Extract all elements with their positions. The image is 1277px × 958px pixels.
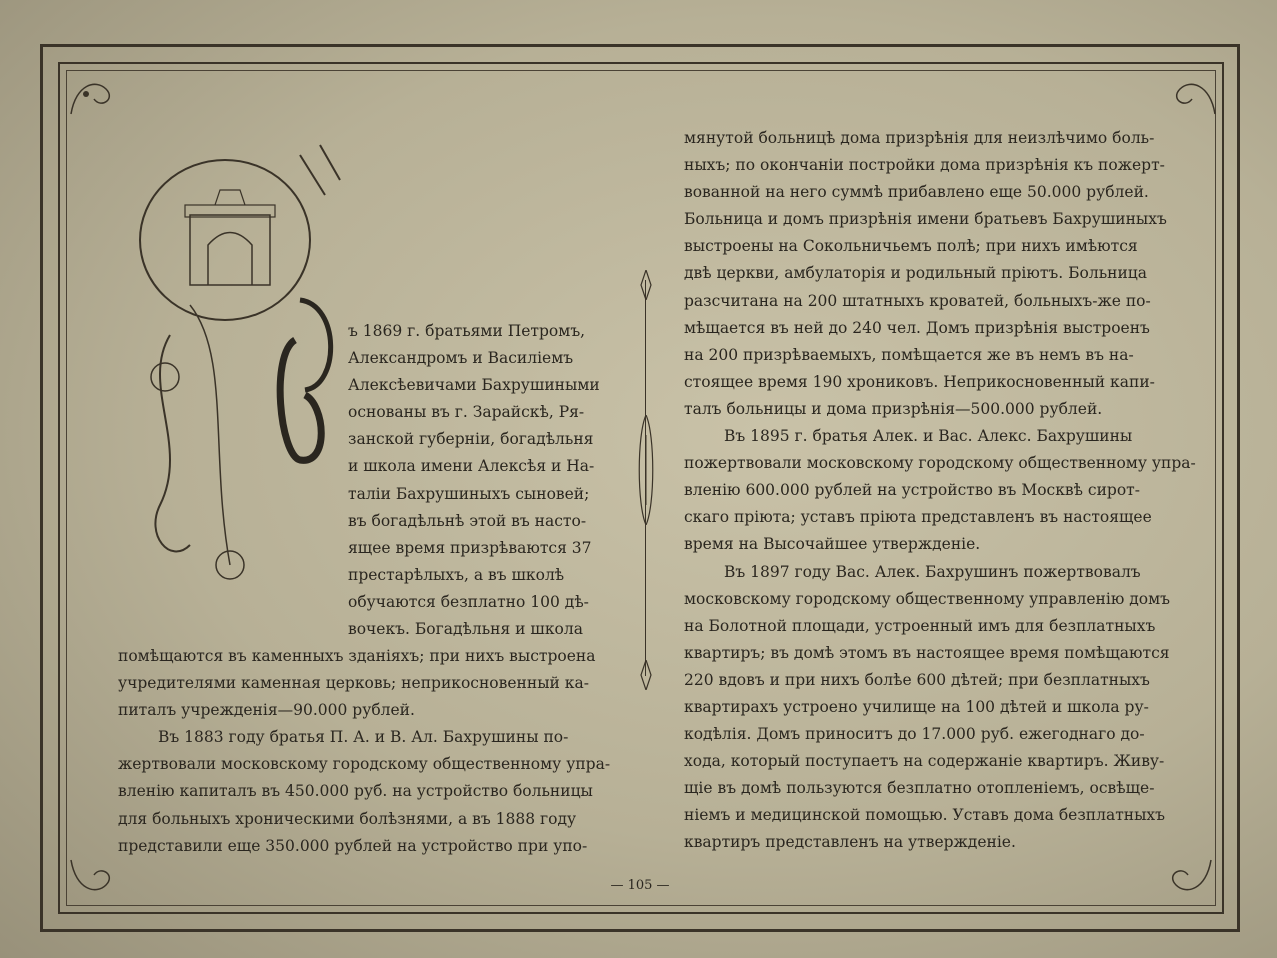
page-number: — 105 — <box>610 878 670 893</box>
text-line: мянутой больницѣ дома призрѣнія для неизлѣчимо боль- <box>684 129 1155 147</box>
divider-ornament-top <box>635 270 657 300</box>
text-line: двѣ церкви, амбулаторія и родильный пріютъ. Больница <box>684 264 1148 283</box>
text-line: питалъ учрежденія—90.000 рублей. <box>118 701 415 720</box>
text-line: для больныхъ хроническими болѣзнями, а въ 1888 году <box>118 809 577 828</box>
text-line: представили еще 350.000 рублей на устройство при упо- <box>118 836 588 855</box>
text-line: хода, который поступаетъ на содержаніе квартиръ. Живу- <box>684 752 1165 771</box>
text-line: стоящее время 190 хрониковъ. Неприкосновенный капи- <box>684 372 1155 391</box>
text-line: Въ 1897 году Вас. Алек. Бахрушинъ пожертвовалъ <box>724 562 1141 581</box>
text-line: ящее время призрѣваются 37 <box>348 538 592 557</box>
text-line: вленію 600.000 рублей на устройство въ Москвѣ сирот- <box>684 481 1140 500</box>
text-line: 220 вдовъ и при нихъ болѣе 600 дѣтей; при безплатныхъ <box>684 670 1150 689</box>
text-line: московскому городскому общественному управленію домъ <box>684 589 1171 608</box>
text-line: квартиръ; въ домѣ этомъ въ настоящее время помѣщаются <box>684 643 1170 662</box>
decorative-initial-illustration <box>130 125 360 595</box>
corner-ornament-top-right <box>1170 74 1220 124</box>
right-column-text <box>684 125 1196 857</box>
text-line: Больница и домъ призрѣнія имени братьевъ Бахрушиныхъ <box>684 210 1167 229</box>
text-line: время на Высочайшее утвержденіе. <box>684 535 981 554</box>
divider-ornament-bottom <box>635 660 657 690</box>
text-line: выстроены на Сокольничьемъ полѣ; при нихъ имѣются <box>684 237 1138 256</box>
text-line: вочекъ. Богадѣльня и школа <box>348 620 583 639</box>
text-line: на Болотной площади, устроенный имъ для безплатныхъ <box>684 616 1156 635</box>
text-line: на 200 призрѣваемыхъ, помѣщается же въ немъ въ на- <box>684 345 1134 364</box>
text-line: ныхъ; по окончаніи постройки дома призрѣнія къ пожерт- <box>684 156 1165 175</box>
text-line: Въ 1883 году братья П. А. и В. Ал. Бахрушины по- <box>158 728 569 747</box>
text-line: квартиръ представленъ на утвержденіе. <box>684 833 1016 852</box>
text-line: основаны въ г. Зарайскѣ, Ря- <box>348 403 585 422</box>
text-line: престарѣлыхъ, а въ школѣ <box>348 565 565 584</box>
divider-ornament-middle <box>635 415 657 525</box>
text-line: кодѣлія. Домъ приноситъ до 17.000 руб. ежегоднаго до- <box>684 725 1145 744</box>
text-line: квартирахъ устроено училище на 100 дѣтей и школа ру- <box>684 697 1149 716</box>
text-line: учредителями каменная церковь; неприкосновенный ка- <box>118 674 589 693</box>
text-line: вленію капиталъ въ 450.000 руб. на устройство больницы <box>118 782 593 801</box>
corner-ornament-bottom-right <box>1166 850 1216 900</box>
text-line: талъ больницы и дома призрѣнія—500.000 рублей. <box>684 399 1103 418</box>
text-line: ъ 1869 г. братьями Петромъ, <box>348 322 586 340</box>
text-line: таліи Бахрушиныхъ сыновей; <box>348 484 590 503</box>
text-line: скаго пріюта; уставъ пріюта представленъ въ настоящее <box>684 508 1152 527</box>
text-line: обучаются безплатно 100 дѣ- <box>348 592 589 611</box>
corner-ornament-bottom-left <box>66 850 116 900</box>
text-line: разсчитана на 200 штатныхъ кроватей, больныхъ-же по- <box>684 291 1151 310</box>
left-column-top-text <box>348 318 608 643</box>
text-line: занской губерніи, богадѣльня <box>348 430 594 449</box>
text-line: помѣщаются въ каменныхъ зданіяхъ; при нихъ выстроена <box>118 647 596 665</box>
text-line: Въ 1895 г. братья Алек. и Вас. Алекс. Бахрушины <box>724 427 1133 446</box>
text-line: ніемъ и медицинской помощью. Уставъ дома безплатныхъ <box>684 806 1166 825</box>
text-line: Алексѣевичами Бахрушиными <box>348 376 600 395</box>
text-line: и школа имени Алексѣя и На- <box>348 457 595 476</box>
text-line: мѣщается въ ней до 240 чел. Домъ призрѣнія выстроенъ <box>684 318 1150 337</box>
text-line: въ богадѣльнѣ этой въ насто- <box>348 511 587 530</box>
corner-ornament-top-left <box>66 74 126 124</box>
text-line: жертвовали московскому городскому общественному упра- <box>118 755 611 774</box>
text-line: щіе въ домѣ пользуются безплатно отопленіемъ, освѣще- <box>684 779 1155 798</box>
text-line: пожертвовали московскому городскому общественному упра- <box>684 454 1196 473</box>
left-column-bottom-text <box>118 643 611 860</box>
text-line: вованной на него суммѣ прибавлено еще 50.000 рублей. <box>684 183 1149 202</box>
text-line: Александромъ и Василіемъ <box>348 349 574 368</box>
